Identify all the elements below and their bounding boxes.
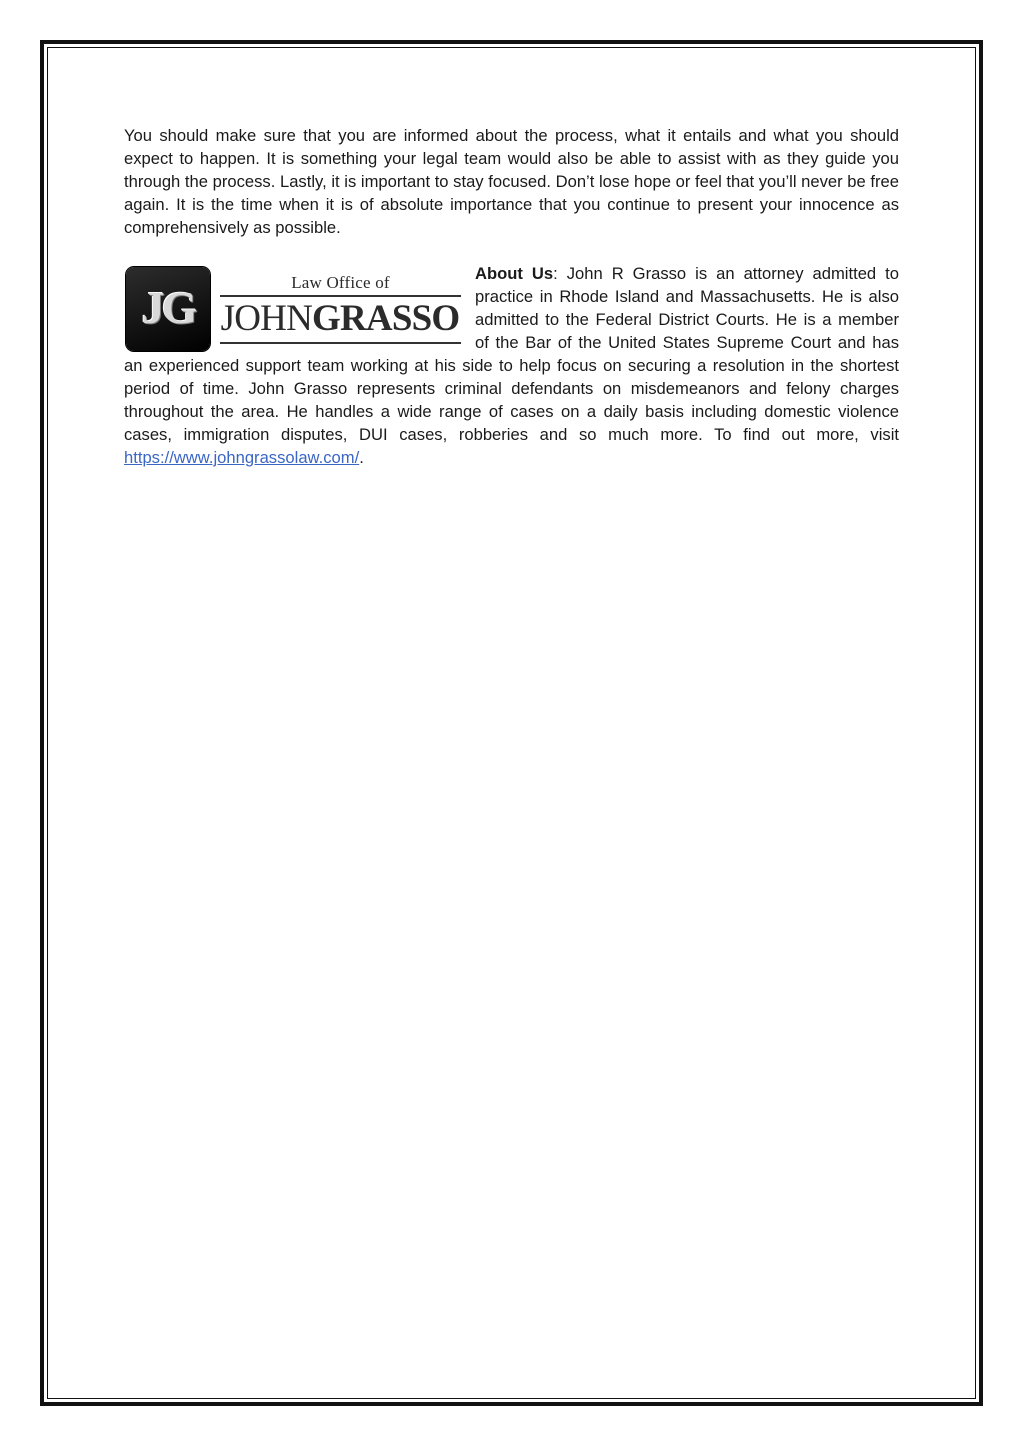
document-body	[124, 124, 899, 469]
about-body-text: John R Grasso is an attorney admitted to practice in Rhode Island and Massachusetts. He is also admitted to the Federal District Courts. He is a member of the Bar of the United States Supreme Court and has an experienced support team working at his side to help focus on securing a resolution in the shortest period of time. John Grasso represents criminal defendants on misdemeanors and felony charges throughout the area. He handles a wide range of cases on a daily basis including domestic violence cases, immigration disputes, DUI cases, robberies and so much more. To find out more, visit	[124, 264, 899, 444]
jg-monogram-text: JG	[141, 282, 195, 333]
law-office-logo	[124, 265, 461, 353]
about-us-label: About Us	[475, 264, 554, 283]
website-link[interactable]: https://www.johngrassolaw.com/	[124, 448, 360, 467]
jg-monogram-badge	[126, 267, 210, 351]
logo-name-last: GRASSO	[312, 298, 460, 339]
logo-title-name	[216, 298, 464, 340]
about-trailing-period: .	[359, 448, 364, 467]
about-separator: :	[553, 264, 567, 283]
logo-title-law-office: Law Office of	[291, 273, 390, 292]
intro-paragraph: You should make sure that you are informed about the process, what it entails and what you should expect to happen. It is something your legal team would also be able to assist with as they guide you through the process. Lastly, it is important to stay focused. Don’t lose hope or feel that you’ll never be free again. It is the time when it is of absolute importance that you continue to present your innocence as comprehensively as possible.	[124, 126, 899, 237]
logo-divider-top	[220, 295, 461, 297]
logo-name-first: JOHN	[220, 298, 312, 339]
logo-divider-bottom	[220, 342, 461, 344]
paragraph-spacer	[124, 239, 899, 262]
about-section	[124, 262, 899, 469]
